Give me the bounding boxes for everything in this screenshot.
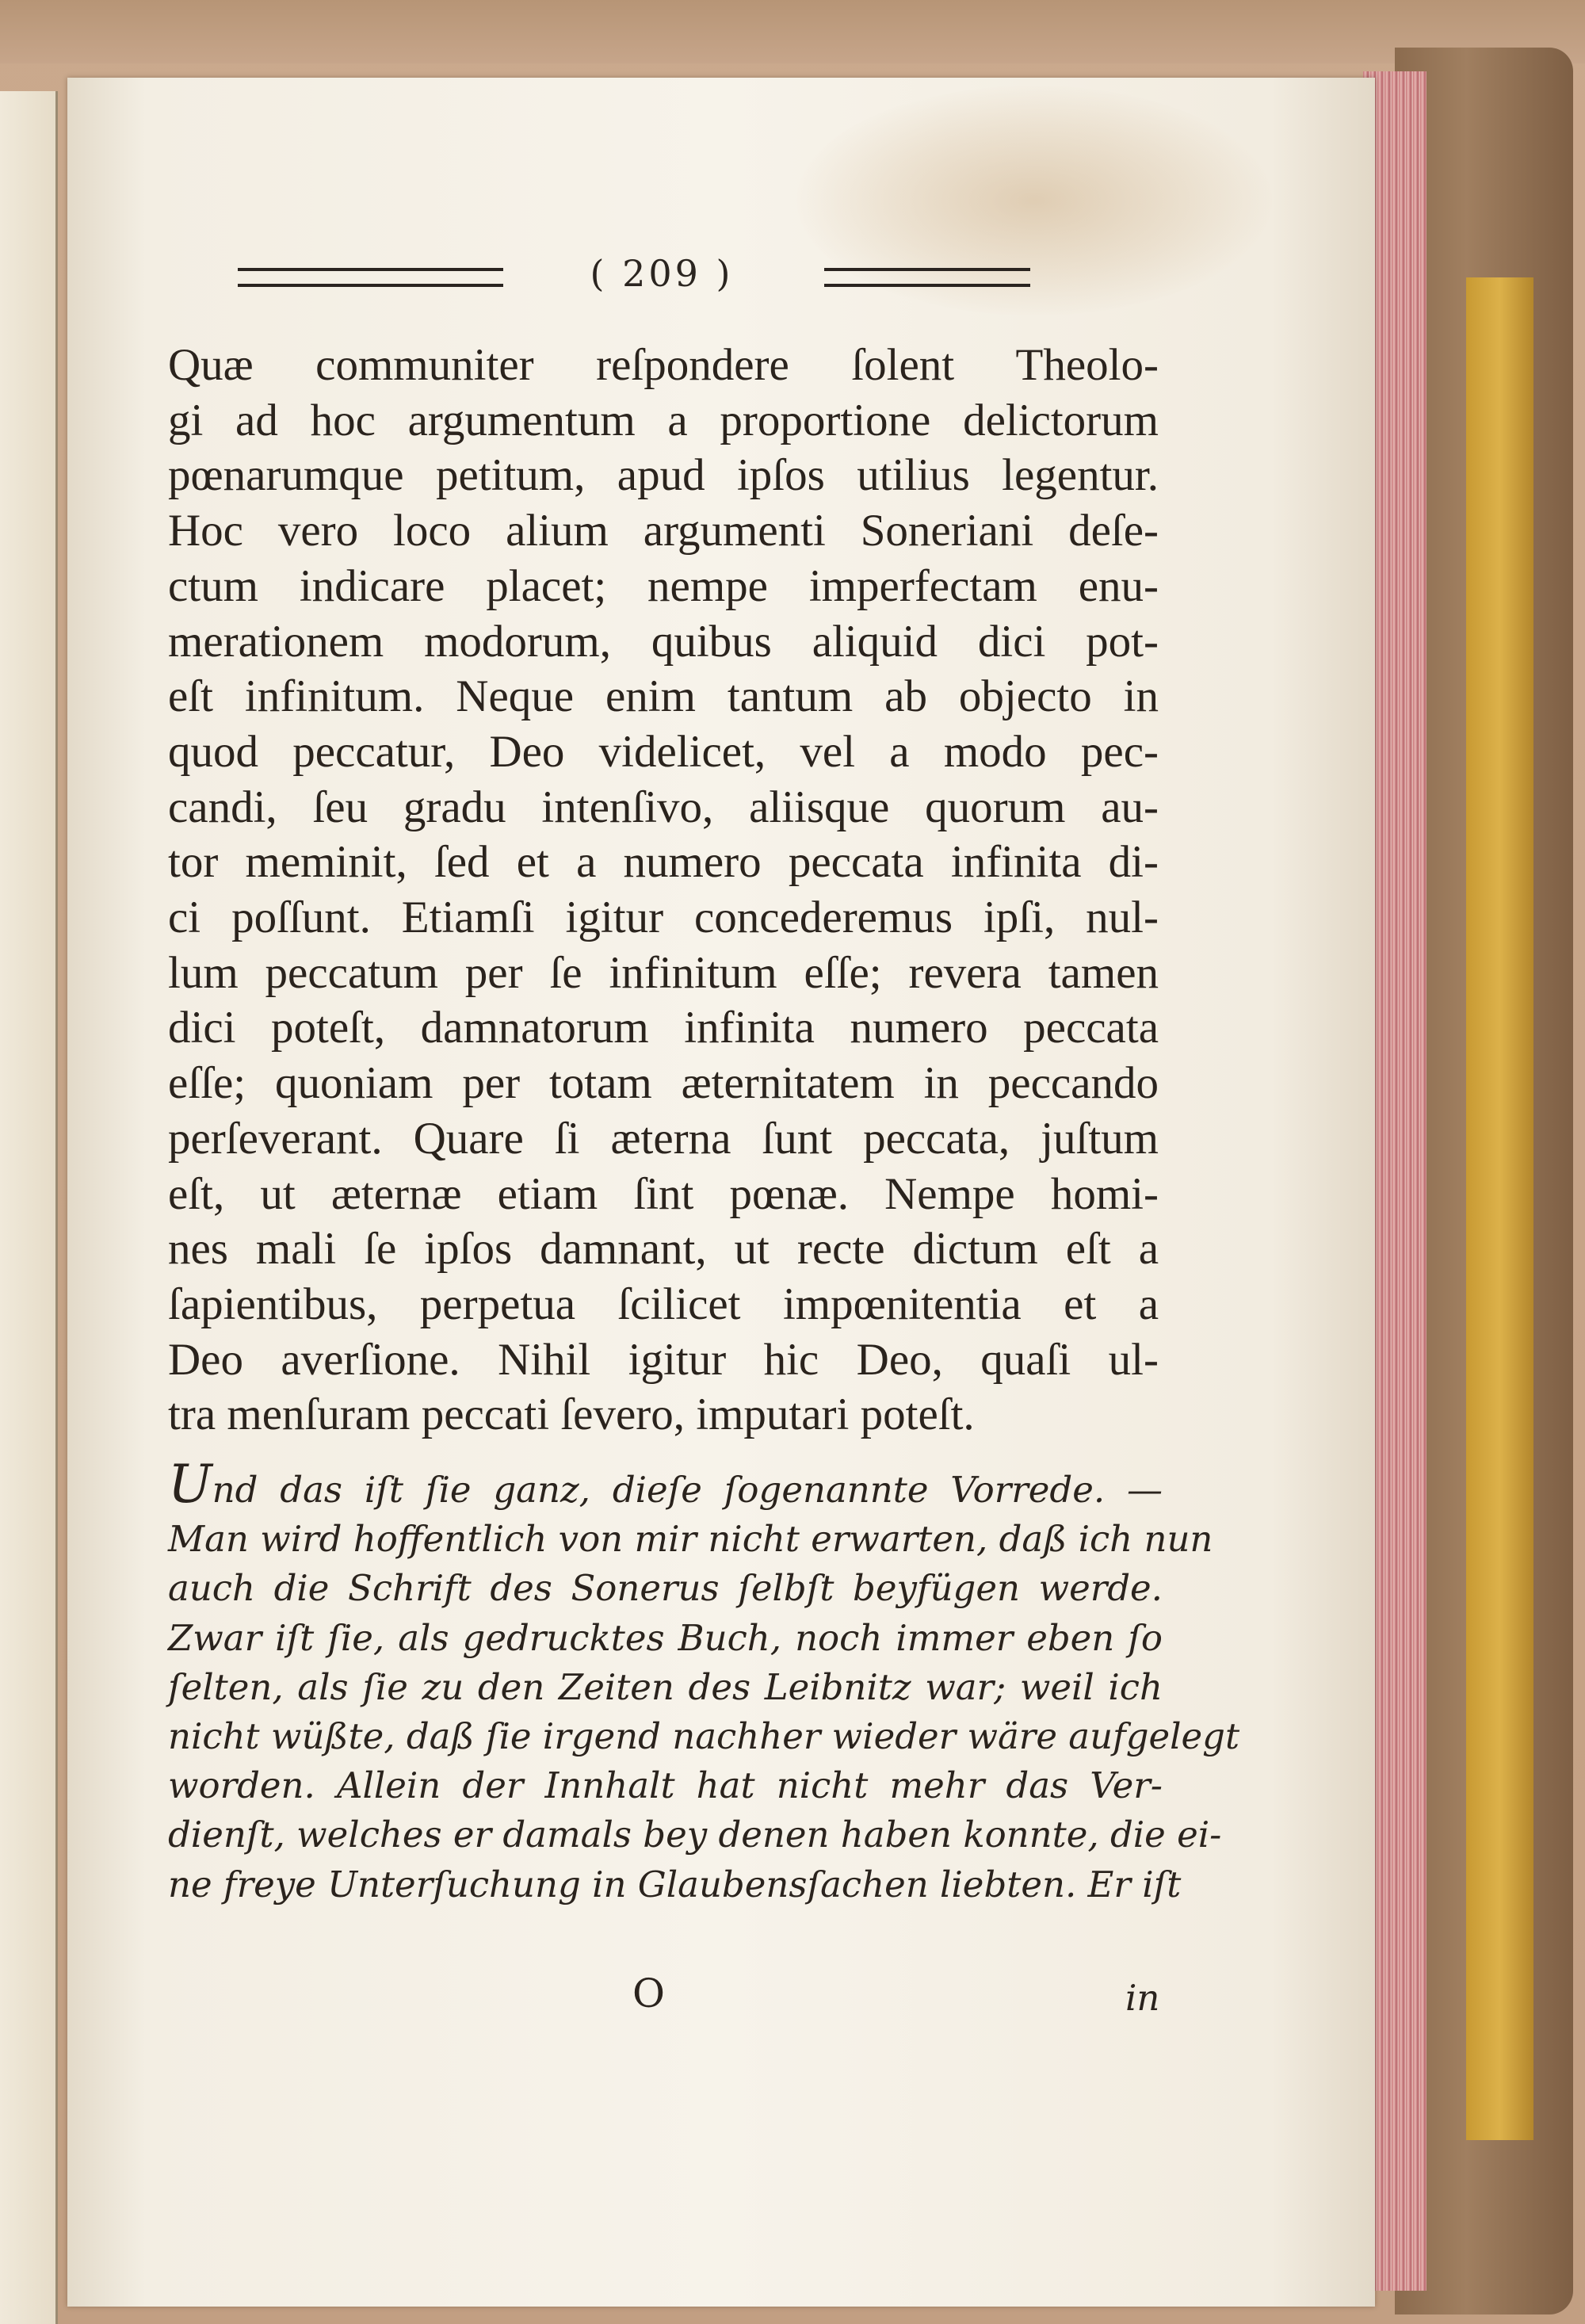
- text-line: ctum indicare placet; nempe imperfectam enu-: [168, 560, 1159, 611]
- text-line: tra menſuram peccati ſevero, imputari poteſt.: [168, 1389, 975, 1440]
- text-line: eſſe; quoniam per totam æternitatem in peccando: [168, 1058, 1159, 1109]
- text-line: candi, ſeu gradu intenſivo, aliisque quorum au-: [168, 782, 1159, 832]
- text-line: Hoc vero loco alium argumenti Soneriani deſe-: [168, 506, 1159, 556]
- header-rule-left: [238, 268, 503, 287]
- text-line: merationem modorum, quibus aliquid dici pot-: [168, 616, 1159, 667]
- text-line: nicht wüßte, daß ſie irgend nachher wieder wäre aufgelegt: [168, 1715, 1240, 1758]
- text-line: Man wird hoffentlich von mir nicht erwarten, daß ich nun: [168, 1518, 1213, 1561]
- background-top: [0, 0, 1585, 63]
- text-line: gi ad hoc argumentum a proportione delictorum: [168, 395, 1159, 445]
- facing-page-edge: [0, 91, 58, 2324]
- text-line: quod peccatur, Deo videlicet, vel a modo pec-: [168, 726, 1159, 777]
- signature-mark: O: [632, 1970, 665, 2016]
- book-spine-gold-strip: [1466, 277, 1533, 2140]
- latin-paragraph: [168, 338, 1159, 1443]
- text-line: worden. Allein der Innhalt hat nicht mehr das Ver-: [168, 1764, 1163, 1807]
- text-line: pœnarumque petitum, apud ipſos utilius legentur.: [168, 450, 1159, 501]
- text-line: perſeverant. Quare ſi æterna ſunt peccata, juſtum: [168, 1113, 1159, 1164]
- page-number: ( 209 ): [590, 252, 734, 295]
- text-line: Und das iſt ſie ganz, dieſe ſogenannte Vorrede. —: [168, 1454, 1163, 1515]
- german-paragraph: [168, 1454, 1240, 1909]
- text-line: Zwar iſt ſie, als gedrucktes Buch, noch immer eben ſo: [168, 1616, 1163, 1659]
- text-line: lum peccatum per ſe infinitum eſſe; revera tamen: [168, 947, 1159, 998]
- text-line: ſapientibus, perpetua ſcilicet impœnitentia et a: [168, 1279, 1159, 1329]
- text-line: dici poteſt, damnatorum infinita numero peccata: [168, 1003, 1159, 1053]
- text-line: auch die Schrift des Sonerus ſelbſt beyfügen werde.: [168, 1567, 1163, 1610]
- text-line: Deo averſione. Nihil igitur hic Deo, quaſi ul-: [168, 1334, 1159, 1385]
- text-line: Quæ communiter reſpondere ſolent Theolo-: [168, 340, 1159, 390]
- text-line: ſelten, als ſie zu den Zeiten des Leibnitz war; weil ich: [168, 1665, 1163, 1708]
- text-line: ci poſſunt. Etiamſi igitur concederemus ipſi, nul-: [168, 893, 1159, 943]
- text-line: nes mali ſe ipſos damnant, ut recte dictum eſt a: [168, 1224, 1159, 1275]
- header-rule-right: [824, 268, 1030, 287]
- text-line: eſt, ut æternæ etiam ſint pœnæ. Nempe homi-: [168, 1168, 1159, 1219]
- text-line: eſt infinitum. Neque enim tantum ab objecto in: [168, 671, 1159, 722]
- text-line: dienſt, welches er damals bey denen haben konnte, die ei-: [168, 1814, 1222, 1856]
- text-line: ne freye Unterſuchung in Glaubensſachen liebten. Er iſt: [168, 1863, 1182, 1905]
- catchword: in: [1125, 1977, 1160, 2019]
- text-line: tor meminit, ſed et a numero peccata infinita di-: [168, 837, 1159, 888]
